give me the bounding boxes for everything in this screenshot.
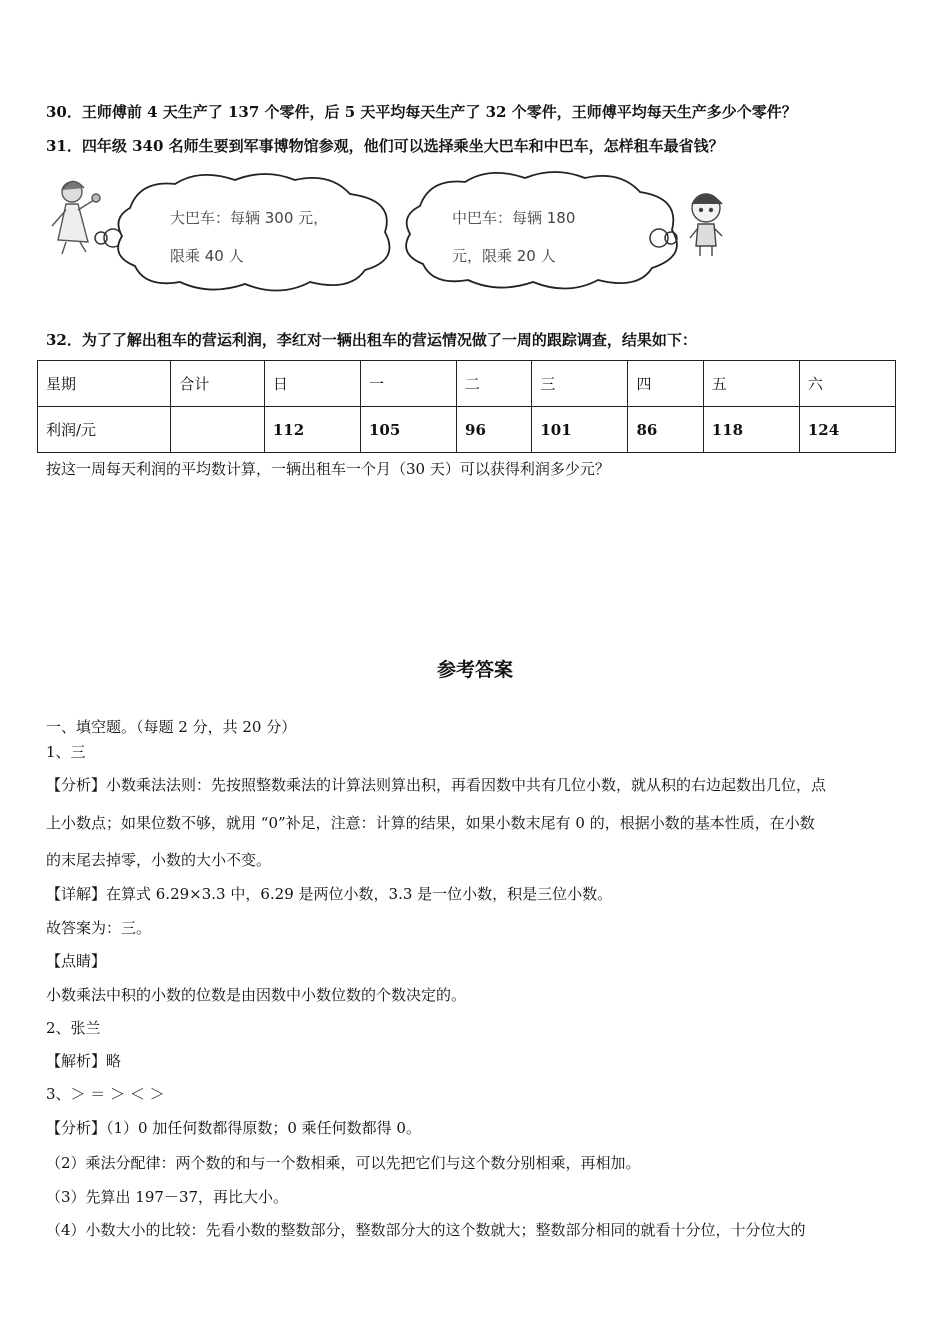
bus-illustration [0, 170, 950, 310]
value-cell: 118 [703, 407, 799, 453]
value-cell: 96 [457, 407, 532, 453]
boy-figure-icon [690, 194, 722, 256]
left-cloud [118, 174, 389, 291]
answer-3: 3、＞ ＝ ＞ ＜ ＞ [46, 1085, 165, 1103]
answer-3-analysis: （2）乘法分配律：两个数的和与一个数相乘，可以先把它们与这个数分别相乘，再相加。 [46, 1154, 641, 1172]
right-cloud [406, 172, 677, 289]
value-cell: 101 [532, 407, 628, 453]
value-cell: 105 [360, 407, 456, 453]
answer-1-analysis: 上小数点；如果位数不够，就用 “0”补足，注意：计算的结果，如果小数末尾有 0 的，根据小数的基本性质，在小数 [46, 814, 815, 832]
table-header-cell: 五 [703, 361, 799, 407]
answer-3-analysis: （4）小数大小的比较：先看小数的整数部分，整数部分大的这个数就大；整数部分相同的就看十分位，十分位大的 [46, 1221, 806, 1239]
table-header-cell: 合计 [171, 361, 265, 407]
girl-figure-icon [52, 181, 100, 254]
left-cloud-line2: 限乘 40 人 [170, 247, 244, 265]
table-header-cell: 三 [532, 361, 628, 407]
answer-3-analysis: 【分析】（1）0 加任何数都得原数；0 乘任何数都得 0。 [46, 1119, 421, 1137]
section-heading: 一、填空题。（每题 2 分，共 20 分） [46, 718, 297, 736]
answer-2-analysis: 【解析】略 [46, 1052, 122, 1070]
answer-2: 2、张兰 [46, 1019, 101, 1037]
answer-1-analysis: 的末尾去掉零，小数的大小不变。 [46, 851, 272, 869]
answer-1-final: 故答案为：三。 [46, 919, 152, 937]
right-cloud-line1: 中巴车：每辆 180 [452, 209, 576, 227]
left-cloud-line1: 大巴车：每辆 300 元， [170, 209, 329, 227]
value-cell: 112 [264, 407, 360, 453]
question-31: 31．四年级 340 名师生要到军事博物馆参观，他们可以选择乘坐大巴车和中巴车，怎样租车最省钱？ [46, 137, 724, 155]
answer-1-analysis: 【分析】小数乘法法则：先按照整数乘法的计算法则算出积，再看因数中共有几位小数，就从积的右边起数出几位，点 [46, 776, 827, 794]
answer-1-tip: 小数乘法中积的小数的位数是由因数中小数位数的个数决定的。 [46, 986, 467, 1004]
answer-1-tip-label: 【点睛】 [46, 952, 107, 970]
right-cloud-line2: 元，限乘 20 人 [452, 247, 556, 265]
question-32: 32．为了了解出租车的营运利润，李红对一辆出租车的营运情况做了一周的跟踪调查，结果如下： [46, 331, 697, 349]
question-30: 30．王师傅前 4 天生产了 137 个零件，后 5 天平均每天生产了 32 个零件，王师傅平均每天生产多少个零件？ [46, 103, 797, 121]
table-row [38, 407, 896, 453]
answers-title: 参考答案 [436, 659, 513, 681]
table-header-cell: 四 [628, 361, 703, 407]
total-cell [171, 407, 265, 453]
profit-table [37, 360, 896, 453]
answer-1-detail: 【详解】在算式 6.29×3.3 中，6.29 是两位小数，3.3 是一位小数，积是三位小数。 [46, 885, 613, 903]
table-header-row [38, 361, 896, 407]
question-32-followup: 按这一周每天利润的平均数计算，一辆出租车一个月（30 天）可以获得利润多少元？ [46, 460, 610, 478]
value-cell: 86 [628, 407, 703, 453]
table-header-cell: 日 [264, 361, 360, 407]
table-header-cell: 二 [457, 361, 532, 407]
answer-3-analysis: （3）先算出 197－37，再比大小。 [46, 1188, 289, 1206]
value-cell: 124 [799, 407, 895, 453]
table-header-cell: 一 [360, 361, 456, 407]
table-header-cell: 星期 [38, 361, 171, 407]
answer-1: 1、三 [46, 743, 86, 761]
table-header-cell: 六 [799, 361, 895, 407]
row-label: 利润/元 [38, 407, 171, 453]
